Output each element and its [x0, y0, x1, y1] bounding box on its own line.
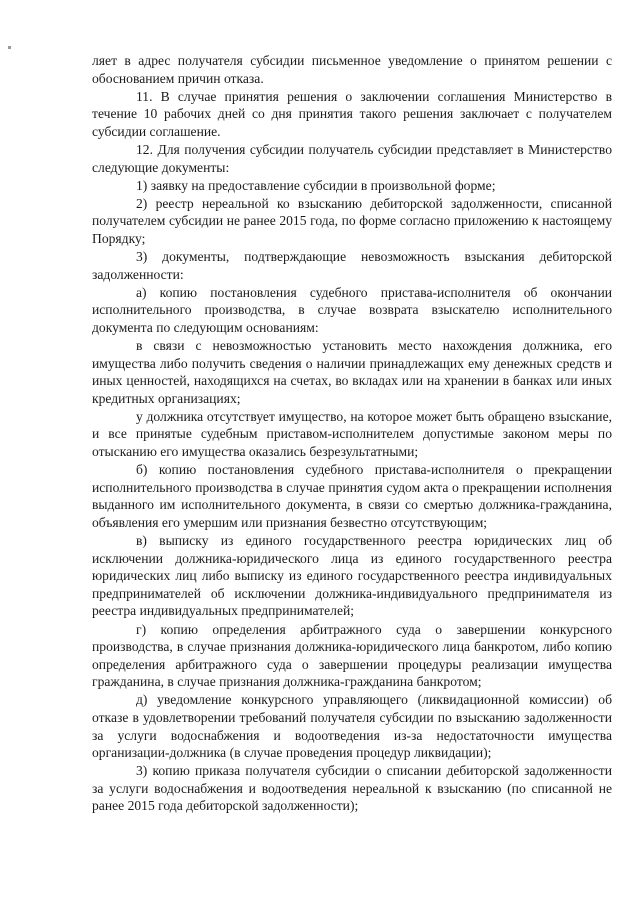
subitem-a: а) копию постановления судебного пристава-исполнителя об окончании исполнительного производства, в случае возврата взыскателю исполнительного документа по следующим основаниям:: [92, 284, 612, 335]
document-body: [92, 52, 612, 816]
paragraph-12: 12. Для получения субсидии получатель субсидии представляет в Министерство следующие документы:: [92, 141, 612, 175]
item-2-register: 2) реестр нереальной ко взысканию дебиторской задолженности, списанной получателем субсидии не ранее 2015 года, по форме согласно приложению к настоящему Порядку;: [92, 195, 612, 246]
scan-dot-mark: [8, 46, 11, 49]
paragraph-11: 11. В случае принятия решения о заключении соглашения Министерство в течение 10 рабочих дней со дня принятия такого решения заключает с получателем субсидии соглашение.: [92, 88, 612, 139]
subitem-b: б) копию постановления судебного пристава-исполнителя о прекращении исполнительного производства в случае принятия судом акта о прекращении исполнения выданного им исполнительного документа, в связи со смертью должника-гражданина, объявления его умершим или признания безвестно отсутствующим;: [92, 462, 612, 530]
subitem-d: д) уведомление конкурсного управляющего (ликвидационной комиссии) об отказе в удовлетворении требований получателя субсидии по взысканию задолженности за услуги водоснабжения и водоотведения из-за недостаточности имущества организации-должника (в случае проведения процедур ликвидации);: [92, 692, 612, 761]
item-3-documents: 3) документы, подтверждающие невозможность взыскания дебиторской задолженности:: [92, 249, 612, 282]
subitem-a-ground-2: у должника отсутствует имущество, на которое может быть обращено взыскание, и все принятые судебным приставом-исполнителем допустимые законом меры по отысканию его имущества оказались безрезультатными;: [92, 408, 612, 460]
item-1-application: 1) заявку на предоставление субсидии в произвольной форме;: [136, 177, 496, 193]
subitem-v: в) выписку из единого государственного реестра юридических лиц об исключении должника-юридического лица из единого государственного реестра юридических лиц либо выписку из единого государственного реестра индивидуальных предпринимателей об исключении должника-индивидуального предпринимателя из реестра индивидуальных предпринимателей;: [92, 533, 612, 619]
subitem-a-ground-1: в связи с невозможностью установить место нахождения должника, его имущества либо получить сведения о наличии принадлежащих ему денежных средств и иных ценностей, находящихся на счетах, во вкладах или на хранении в банках или иных кредитных организациях;: [92, 338, 612, 406]
subitem-g: г) копию определения арбитражного суда о завершении конкурсного производства, в случае признания должника-юридического лица банкротом, либо копию определения арбитражного суда о завершении процедуры реализации имущества гражданина, в случае признания должника-гражданина банкротом;: [92, 621, 612, 690]
paragraph-continuation: ляет в адрес получателя субсидии письменное уведомление о принятом решении с обоснованием причин отказа.: [92, 53, 612, 86]
item-3-order-copy: 3) копию приказа получателя субсидии о списании дебиторской задолженности за услуги водоснабжения и водоотведения нереальной к взысканию (по списанной не ранее 2015 года дебиторской задолженности);: [92, 763, 612, 814]
